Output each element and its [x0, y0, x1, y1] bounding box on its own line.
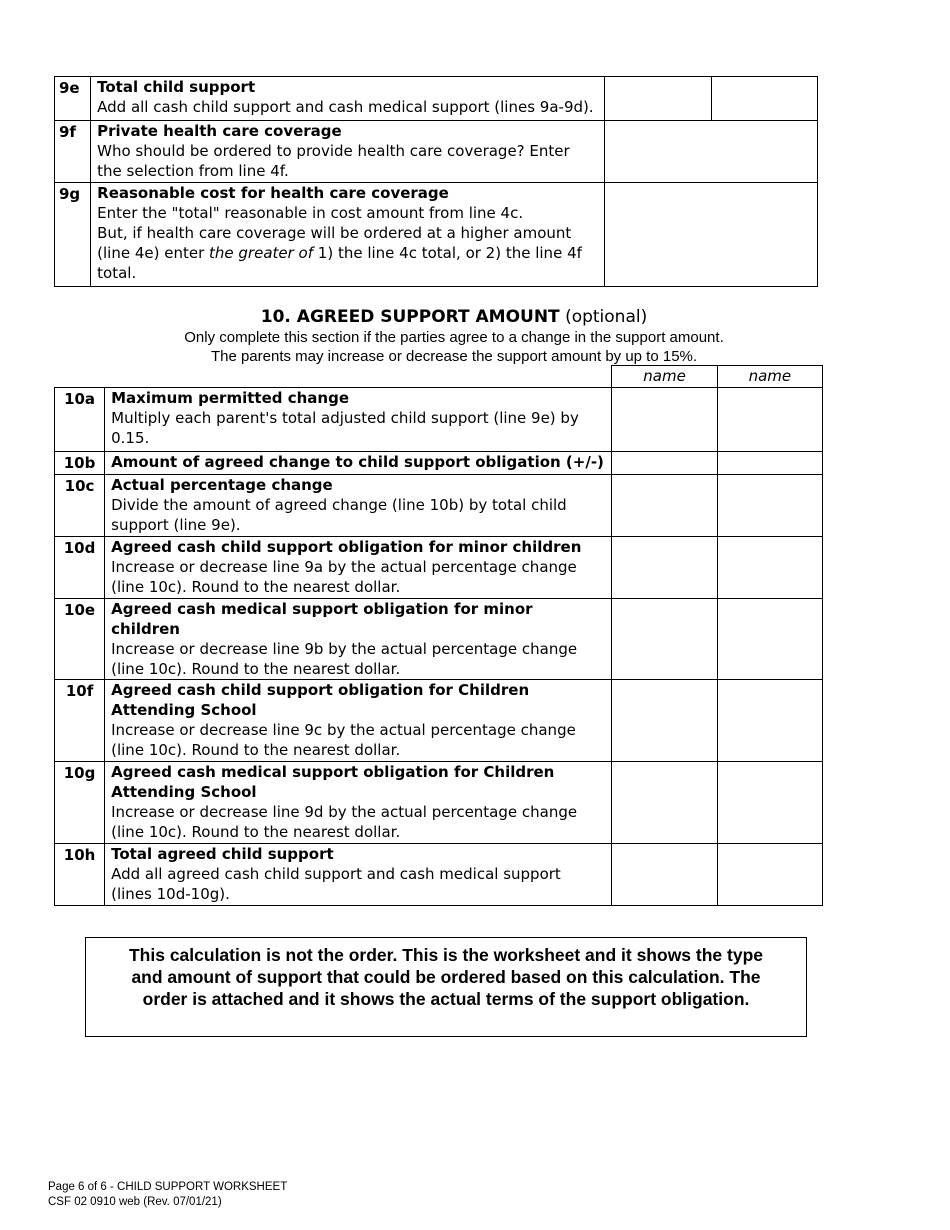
- section-title: 10. AGREED SUPPORT AMOUNT (optional): [260, 307, 648, 327]
- line-instructions: Who should be ordered to provide health care coverage? Enter the selection from line 4f.: [97, 142, 570, 180]
- column-header-parent-2: name: [717, 366, 822, 388]
- table-row: [55, 599, 823, 680]
- section-9-table: [54, 76, 818, 287]
- line-description: [105, 680, 612, 762]
- line-number: 10b: [55, 452, 105, 475]
- line-title: Actual percentage change: [111, 476, 333, 494]
- line-number: 10f: [55, 680, 105, 762]
- amount-cell-parent-2[interactable]: [717, 452, 822, 475]
- line-description: [105, 452, 612, 475]
- line-title: Maximum permitted change: [111, 389, 349, 407]
- table-row: [55, 452, 823, 475]
- line-instructions: Add all cash child support and cash medical support (lines 9a-9d).: [97, 98, 594, 116]
- line-description: [105, 844, 612, 906]
- line-description: [91, 121, 605, 183]
- line-title: Agreed cash child support obligation for Children Attending School: [111, 681, 530, 719]
- table-row: [55, 388, 823, 452]
- table-row: [55, 475, 823, 537]
- line-instructions: Increase or decrease line 9d by the actual percentage change (line 10c). Round to the nearest dollar.: [111, 803, 578, 841]
- line-description: [91, 183, 605, 287]
- table-row: [55, 680, 823, 762]
- line-title: Agreed cash child support obligation for minor children: [111, 538, 582, 556]
- line-title: Agreed cash medical support obligation for Children Attending School: [111, 763, 555, 801]
- amount-cell-parent-1[interactable]: [612, 475, 717, 537]
- amount-cell-parent-1[interactable]: [612, 762, 717, 844]
- line-number: 9f: [55, 121, 91, 183]
- line-number: 10e: [55, 599, 105, 680]
- line-instructions: Increase or decrease line 9b by the actual percentage change (line 10c). Round to the nearest dollar.: [111, 640, 578, 678]
- amount-cell-parent-2[interactable]: [717, 475, 822, 537]
- line-title: Reasonable cost for health care coverage: [97, 184, 449, 202]
- table-row: [55, 844, 823, 906]
- line-description: [91, 77, 605, 121]
- section-10-table: [54, 365, 823, 906]
- section-intro-1: Only complete this section if the parties agree to a change in the support amount.: [184, 329, 724, 346]
- notice-box: This calculation is not the order. This is the worksheet and it shows the type and amount of support that could be ordered based on this calculation. The order is attached and it shows the actual terms of the support obligation.: [85, 937, 807, 1037]
- table-row: [55, 183, 818, 287]
- amount-cell-parent-2[interactable]: [717, 599, 822, 680]
- table-row: [55, 537, 823, 599]
- column-header-parent-1: name: [612, 366, 717, 388]
- line-title: Total child support: [97, 78, 256, 96]
- line-description: [105, 599, 612, 680]
- amount-cell-parent-1[interactable]: [612, 537, 717, 599]
- line-title: Amount of agreed change to child support obligation (+/-): [111, 453, 604, 471]
- line-number: 9g: [55, 183, 91, 287]
- amount-cell-parent-1[interactable]: [612, 680, 717, 762]
- line-instructions: Increase or decrease line 9c by the actual percentage change (line 10c). Round to the nearest dollar.: [111, 721, 576, 759]
- line-instructions-extra: But, if health care coverage will be ordered at a higher amount (line 4e) enter the greater of 1) the line 4c total, or 2) the line 4f total.: [97, 224, 582, 282]
- line-title: Private health care coverage: [97, 122, 342, 140]
- amount-cell-parent-1[interactable]: [612, 844, 717, 906]
- section-intro-2: The parents may increase or decrease the support amount by up to 15%.: [210, 348, 698, 365]
- column-header-row: [55, 366, 823, 388]
- footer-page-info: Page 6 of 6 - CHILD SUPPORT WORKSHEET: [48, 1181, 288, 1193]
- amount-cell-parent-1[interactable]: [612, 388, 717, 452]
- line-instructions: Multiply each parent's total adjusted child support (line 9e) by 0.15.: [111, 409, 579, 447]
- footer-form-id: CSF 02 0910 web (Rev. 07/01/21): [48, 1196, 222, 1208]
- line-instructions: Enter the "total" reasonable in cost amount from line 4c.: [97, 204, 524, 222]
- table-row: [55, 762, 823, 844]
- emphasis-text: the greater of: [209, 244, 314, 262]
- line-number: 10c: [55, 475, 105, 537]
- line-description: [105, 475, 612, 537]
- line-description: [105, 762, 612, 844]
- amount-cell-parent-1[interactable]: [612, 452, 717, 475]
- line-number: 10a: [55, 388, 105, 452]
- line-title: Total agreed child support: [111, 845, 334, 863]
- amount-cell-parent-2[interactable]: [717, 537, 822, 599]
- line-number: 10d: [55, 537, 105, 599]
- table-row: [55, 77, 818, 121]
- amount-cell-parent-2[interactable]: [711, 77, 817, 121]
- line-number: 10h: [55, 844, 105, 906]
- line-instructions: Increase or decrease line 9a by the actual percentage change (line 10c). Round to the nearest dollar.: [111, 558, 577, 596]
- line-instructions: Divide the amount of agreed change (line 10b) by total child support (line 9e).: [111, 496, 567, 534]
- line-description: [105, 537, 612, 599]
- optional-label: (optional): [565, 307, 648, 327]
- entry-cell[interactable]: [605, 121, 818, 183]
- page-footer: [48, 1180, 287, 1210]
- section-10-header: [54, 306, 854, 366]
- line-instructions: Add all agreed cash child support and cash medical support (lines 10d-10g).: [111, 865, 561, 903]
- amount-cell-parent-2[interactable]: [717, 844, 822, 906]
- line-number: 9e: [55, 77, 91, 121]
- line-title: Agreed cash medical support obligation for minor children: [111, 600, 533, 638]
- amount-cell-parent-1[interactable]: [605, 77, 711, 121]
- amount-cell-parent-2[interactable]: [717, 762, 822, 844]
- line-description: [105, 388, 612, 452]
- entry-cell[interactable]: [605, 183, 818, 287]
- line-number: 10g: [55, 762, 105, 844]
- amount-cell-parent-2[interactable]: [717, 680, 822, 762]
- amount-cell-parent-1[interactable]: [612, 599, 717, 680]
- table-row: [55, 121, 818, 183]
- amount-cell-parent-2[interactable]: [717, 388, 822, 452]
